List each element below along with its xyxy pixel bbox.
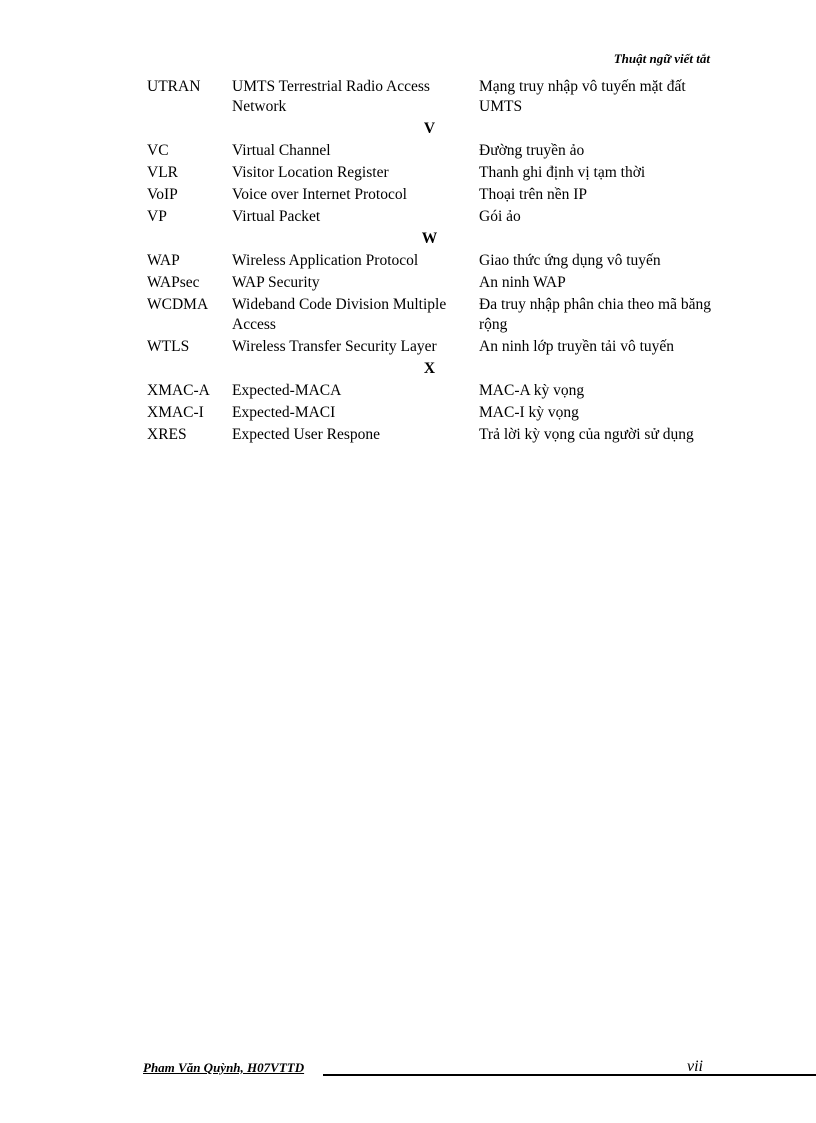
footer-rule — [323, 1074, 816, 1076]
abbreviation-row — [147, 207, 717, 227]
english-term: Virtual Channel — [232, 142, 331, 159]
section-letter: X — [423, 360, 436, 377]
abbreviation-row — [147, 77, 717, 117]
english-term: Wideband Code Division Multiple Access — [232, 296, 447, 333]
vietnamese-term: MAC-I kỳ vọng — [479, 404, 579, 421]
abbreviation: XMAC-I — [147, 404, 204, 421]
abbreviation-row — [147, 163, 717, 183]
vietnamese-term: An ninh WAP — [479, 274, 566, 291]
abbreviation-row — [147, 185, 717, 205]
abbreviation: VLR — [147, 164, 178, 181]
vietnamese-term: Thoại trên nền IP — [479, 186, 588, 203]
abbreviation: WTLS — [147, 338, 190, 355]
english-term: Wireless Transfer Security Layer — [232, 338, 437, 355]
vietnamese-term: Mạng truy nhập vô tuyến mặt đất UMTS — [479, 78, 686, 115]
section-letter: W — [421, 230, 438, 247]
abbreviation-row — [147, 403, 717, 423]
vietnamese-term: MAC-A kỳ vọng — [479, 382, 585, 399]
footer-author: Pham Văn Quỳnh, H07VTTD — [143, 1060, 305, 1075]
abbreviation-row — [147, 295, 717, 335]
english-term: Visitor Location Register — [232, 164, 389, 181]
abbreviation-row — [147, 273, 717, 293]
abbreviation-row — [147, 425, 717, 445]
page-number: vii — [687, 1058, 703, 1075]
abbreviation-row — [147, 141, 717, 161]
running-header: Thuật ngữ viết tắt — [613, 51, 710, 66]
english-term: Virtual Packet — [232, 208, 321, 225]
english-term: Expected-MACA — [232, 382, 342, 399]
vietnamese-term: Trả lời kỳ vọng của người sử dụng — [479, 426, 694, 443]
abbreviation: VC — [147, 142, 169, 159]
section-letter: V — [423, 120, 436, 137]
english-term: Voice over Internet Protocol — [232, 186, 407, 203]
abbreviation-row — [147, 337, 717, 357]
vietnamese-term: Đường truyền ảo — [479, 142, 585, 159]
abbreviation: VP — [147, 208, 167, 225]
abbreviation: WAPsec — [147, 274, 200, 291]
page-footer — [143, 1058, 703, 1080]
vietnamese-term: Thanh ghi định vị tạm thời — [479, 164, 646, 181]
english-term: Wireless Application Protocol — [232, 252, 419, 269]
abbreviation: XMAC-A — [147, 382, 210, 399]
abbreviation: VoIP — [147, 186, 178, 203]
vietnamese-term: Đa truy nhập phân chia theo mã băng rộng — [479, 296, 711, 333]
abbreviation: WCDMA — [147, 296, 209, 313]
english-term: Expected User Respone — [232, 426, 381, 443]
english-term: WAP Security — [232, 274, 320, 291]
abbreviation: UTRAN — [147, 78, 201, 95]
abbreviation: WAP — [147, 252, 180, 269]
abbreviation: XRES — [147, 426, 187, 443]
abbreviation-row — [147, 381, 717, 401]
english-term: Expected-MACI — [232, 404, 336, 421]
abbreviation-list — [147, 77, 717, 447]
vietnamese-term: An ninh lớp truyền tải vô tuyến — [479, 338, 675, 355]
vietnamese-term: Gói ảo — [479, 208, 521, 225]
english-term: UMTS Terrestrial Radio Access Network — [232, 78, 430, 115]
vietnamese-term: Giao thức ứng dụng vô tuyến — [479, 252, 661, 269]
abbreviation-row — [147, 251, 717, 271]
